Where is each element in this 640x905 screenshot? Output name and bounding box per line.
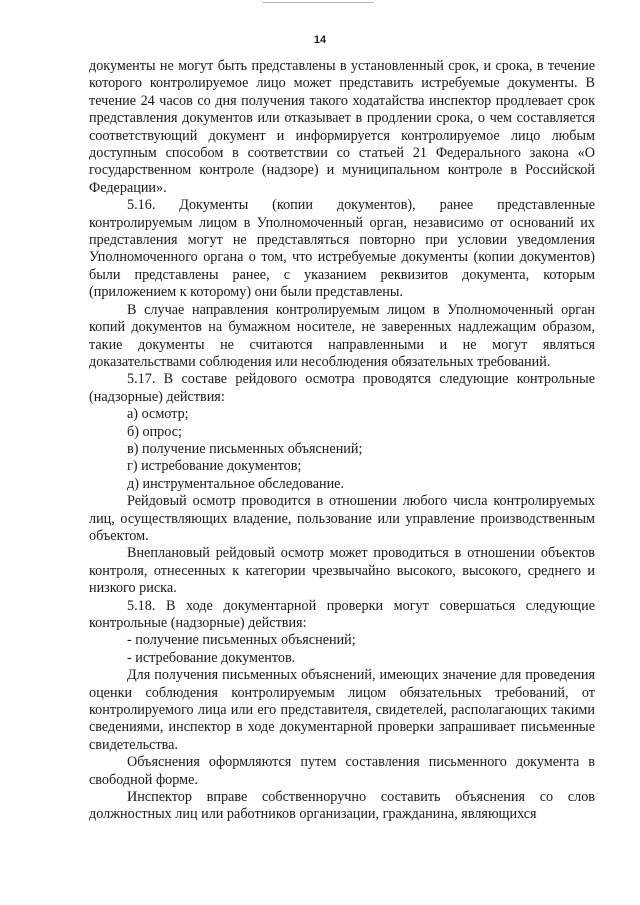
paragraph-explanations-purpose: Для получения письменных объяснений, имеющих значение для проведения оценки соблюдения контролируемым лицом обязательных требований, от контролируемого лица или его представителя, свидетелей, располагающих такими сведениями, инспектор в ходе документарной проверки запрашивает письменные свидетельства.	[89, 667, 595, 753]
paragraph-5-18: 5.18. В ходе документарной проверки могут совершаться следующие контрольные (надзорные) действия:	[89, 597, 595, 631]
list-item-survey: б) опрос;	[127, 423, 182, 440]
list-item-document-request: г) истребование документов;	[127, 458, 302, 475]
paragraph-5-16: 5.16. Документы (копии документов), ранее представленные контролируемым лицом в Уполномоченный орган, независимо от оснований их представления могут не представляться повторно при условии уведомления Уполномоченного органа о том, что истребуемые документы (копии документов) были представлены ранее, с указанием реквизитов документа, которым (приложением к которому) они были представлены.	[89, 197, 595, 301]
paragraph-unscheduled-raid: Внеплановый рейдовый осмотр может проводиться в отношении объектов контроля, отнесенных к категории чрезвычайно высокого, высокого, среднего и низкого риска.	[89, 545, 595, 597]
list-item-inspection: а) осмотр;	[127, 406, 189, 423]
list-item-written-explanations: в) получение письменных объяснений;	[127, 440, 363, 457]
paragraph-raid-scope: Рейдовый осмотр проводится в отношении любого числа контролируемых лиц, осуществляющих владение, пользование или управление производственным объектом.	[89, 493, 595, 544]
paragraph-inspector-right: Инспектор вправе собственноручно составить объяснения со слов должностных лиц или работников организации, гражданина, являющихся	[89, 789, 595, 823]
list-item-written-explanations-2: - получение письменных объяснений;	[127, 632, 356, 649]
paragraph-continuation: документы не могут быть представлены в установленный срок, и срока, в течение которого контролируемое лицо может представить истребуемые документы. В течение 24 часов со дня получения такого ходатайства инспектор продлевает срок представления документов или отказывает в продлении срока, о чем составляется соответствующий документ и информируется контролируемое лицо любым доступным способом в соответствии со статьей 21 Федерального закона «О государственном контроле (надзоре) и муниципальном контроле в Российской Федерации».	[89, 58, 595, 196]
paragraph-explanations-form: Объяснения оформляются путем составления письменного документа в свободной форме.	[89, 754, 595, 788]
document-body	[89, 58, 595, 824]
top-divider	[262, 2, 374, 3]
page-number: 14	[313, 34, 327, 46]
paragraph-paper-copies: В случае направления контролируемым лицом в Уполномоченный орган копий документов на бумажном носителе, не заверенных надлежащим образом, такие документы не считаются направленными и не могут являться доказательствами соблюдения или несоблюдения обязательных требований.	[89, 301, 595, 370]
list-item-instrumental-survey: д) инструментальное обследование.	[127, 475, 345, 492]
paragraph-5-17: 5.17. В составе рейдового осмотра проводятся следующие контрольные (надзорные) действия:	[89, 371, 595, 405]
list-item-document-request-2: - истребование документов.	[127, 649, 296, 666]
